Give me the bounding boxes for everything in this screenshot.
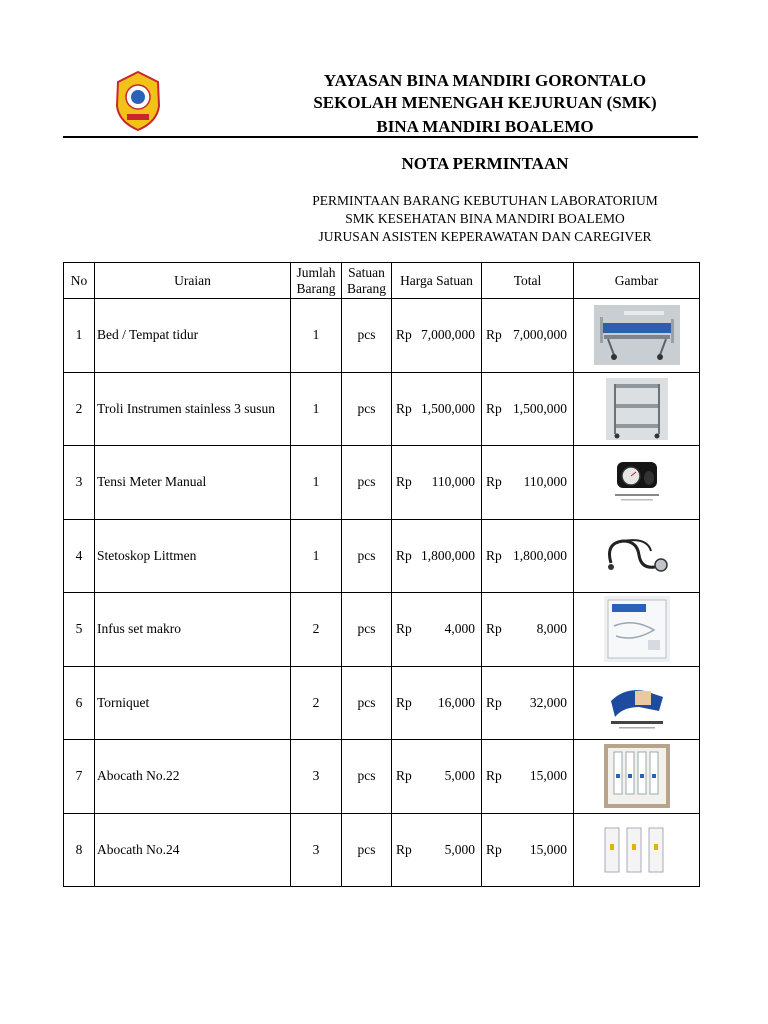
- row-total: [482, 813, 574, 887]
- row-jumlah: 3: [291, 813, 342, 887]
- table-row: [64, 666, 700, 740]
- currency-label: Rp: [486, 768, 502, 784]
- foundation-name: YAYASAN BINA MANDIRI GORONTALO: [323, 71, 647, 90]
- row-no: 7: [64, 740, 95, 814]
- stethoscope-photo: [597, 533, 677, 579]
- row-gambar: [574, 740, 700, 814]
- row-satuan: pcs: [342, 813, 392, 887]
- iv-catheter-box-photo: [604, 744, 670, 808]
- currency-label: Rp: [486, 547, 502, 563]
- harga-value: 1,500,000: [421, 400, 475, 416]
- header-divider: [63, 136, 698, 138]
- table-row: [64, 446, 700, 520]
- row-no: 6: [64, 666, 95, 740]
- row-harga: [392, 446, 482, 520]
- row-harga: [392, 519, 482, 593]
- table-row: [64, 299, 700, 373]
- row-no: 4: [64, 519, 95, 593]
- row-jumlah: 1: [291, 299, 342, 373]
- school-crest-logo: [113, 70, 163, 132]
- harga-value: 5,000: [444, 768, 475, 784]
- total-value: 110,000: [523, 474, 567, 490]
- row-satuan: pcs: [342, 666, 392, 740]
- school-name: BINA MANDIRI BOALEMO: [376, 117, 594, 136]
- row-uraian: Tensi Meter Manual: [95, 446, 291, 520]
- currency-label: Rp: [396, 841, 412, 857]
- row-uraian: Stetoskop Littmen: [95, 519, 291, 593]
- total-value: 1,500,000: [513, 400, 567, 416]
- row-uraian: Abocath No.22: [95, 740, 291, 814]
- harga-value: 5,000: [444, 841, 475, 857]
- currency-label: Rp: [396, 547, 412, 563]
- currency-label: Rp: [486, 474, 502, 490]
- table-header-row: [64, 263, 700, 299]
- harga-value: 1,800,000: [421, 547, 475, 563]
- total-value: 15,000: [529, 841, 567, 857]
- harga-value: 4,000: [444, 621, 475, 637]
- subtitle-line-1: PERMINTAAN BARANG KEBUTUHAN LABORATORIUM: [312, 193, 658, 208]
- row-satuan: pcs: [342, 519, 392, 593]
- row-gambar: [574, 813, 700, 887]
- row-satuan: pcs: [342, 593, 392, 667]
- row-total: [482, 666, 574, 740]
- row-uraian: Torniquet: [95, 666, 291, 740]
- harga-value: 7,000,000: [421, 327, 475, 343]
- row-harga: [392, 593, 482, 667]
- hospital-bed-photo: [594, 305, 680, 365]
- row-uraian: Troli Instrumen stainless 3 susun: [95, 372, 291, 446]
- row-harga: [392, 666, 482, 740]
- header-jumlah: [291, 263, 342, 299]
- tourniquet-photo: [605, 671, 669, 735]
- row-gambar: [574, 666, 700, 740]
- iv-catheter-packs-photo: [599, 824, 675, 876]
- currency-label: Rp: [486, 327, 502, 343]
- school-type: SEKOLAH MENENGAH KEJURUAN (SMK): [313, 93, 657, 112]
- row-no: 5: [64, 593, 95, 667]
- total-value: 32,000: [529, 694, 567, 710]
- row-gambar: [574, 372, 700, 446]
- total-value: 8,000: [536, 621, 567, 637]
- table-row: [64, 740, 700, 814]
- currency-label: Rp: [486, 841, 502, 857]
- currency-label: Rp: [396, 621, 412, 637]
- row-harga: [392, 813, 482, 887]
- row-total: [482, 299, 574, 373]
- row-harga: [392, 299, 482, 373]
- table-row: [64, 593, 700, 667]
- document-title: NOTA PERMINTAAN: [401, 154, 569, 173]
- currency-label: Rp: [486, 400, 502, 416]
- table-row: [64, 813, 700, 887]
- row-harga: [392, 740, 482, 814]
- infusion-set-photo: [604, 596, 670, 662]
- row-jumlah: 2: [291, 666, 342, 740]
- header-no: No: [64, 263, 95, 299]
- currency-label: Rp: [396, 400, 412, 416]
- row-jumlah: 3: [291, 740, 342, 814]
- row-no: 3: [64, 446, 95, 520]
- row-no: 2: [64, 372, 95, 446]
- total-value: 7,000,000: [513, 327, 567, 343]
- header-satuan: [342, 263, 392, 299]
- total-value: 15,000: [529, 768, 567, 784]
- header-uraian: Uraian: [95, 263, 291, 299]
- instrument-trolley-photo: [606, 378, 668, 440]
- currency-label: Rp: [486, 621, 502, 637]
- row-satuan: pcs: [342, 446, 392, 520]
- row-satuan: pcs: [342, 372, 392, 446]
- row-jumlah: 1: [291, 372, 342, 446]
- currency-label: Rp: [396, 768, 412, 784]
- row-total: [482, 593, 574, 667]
- header-satuan-l1: Satuan: [348, 264, 385, 280]
- row-total: [482, 519, 574, 593]
- subtitle-line-2: SMK KESEHATAN BINA MANDIRI BOALEMO: [345, 211, 625, 226]
- currency-label: Rp: [396, 694, 412, 710]
- row-total: [482, 446, 574, 520]
- row-no: 8: [64, 813, 95, 887]
- row-gambar: [574, 299, 700, 373]
- sphygmomanometer-photo: [605, 456, 669, 508]
- row-total: [482, 372, 574, 446]
- currency-label: Rp: [396, 474, 412, 490]
- row-satuan: pcs: [342, 740, 392, 814]
- header-satuan-l2: Barang: [347, 280, 386, 296]
- row-gambar: [574, 593, 700, 667]
- table-row: [64, 519, 700, 593]
- header-jumlah-l2: Barang: [296, 280, 336, 296]
- request-items-table: [63, 262, 700, 887]
- row-jumlah: 1: [291, 519, 342, 593]
- row-harga: [392, 372, 482, 446]
- currency-label: Rp: [486, 694, 502, 710]
- row-uraian: Bed / Tempat tidur: [95, 299, 291, 373]
- row-gambar: [574, 519, 700, 593]
- row-uraian: Abocath No.24: [95, 813, 291, 887]
- header-gambar: Gambar: [574, 263, 700, 299]
- harga-value: 16,000: [437, 694, 475, 710]
- row-satuan: pcs: [342, 299, 392, 373]
- row-jumlah: 1: [291, 446, 342, 520]
- header-total: Total: [482, 263, 574, 299]
- row-total: [482, 740, 574, 814]
- header-jumlah-l1: Jumlah: [296, 264, 336, 280]
- row-gambar: [574, 446, 700, 520]
- row-uraian: Infus set makro: [95, 593, 291, 667]
- row-jumlah: 2: [291, 593, 342, 667]
- header-harga: Harga Satuan: [392, 263, 482, 299]
- table-row: [64, 372, 700, 446]
- subtitle-line-3: JURUSAN ASISTEN KEPERAWATAN DAN CAREGIVER: [318, 229, 652, 244]
- total-value: 1,800,000: [513, 547, 567, 563]
- harga-value: 110,000: [431, 474, 475, 490]
- currency-label: Rp: [396, 327, 412, 343]
- row-no: 1: [64, 299, 95, 373]
